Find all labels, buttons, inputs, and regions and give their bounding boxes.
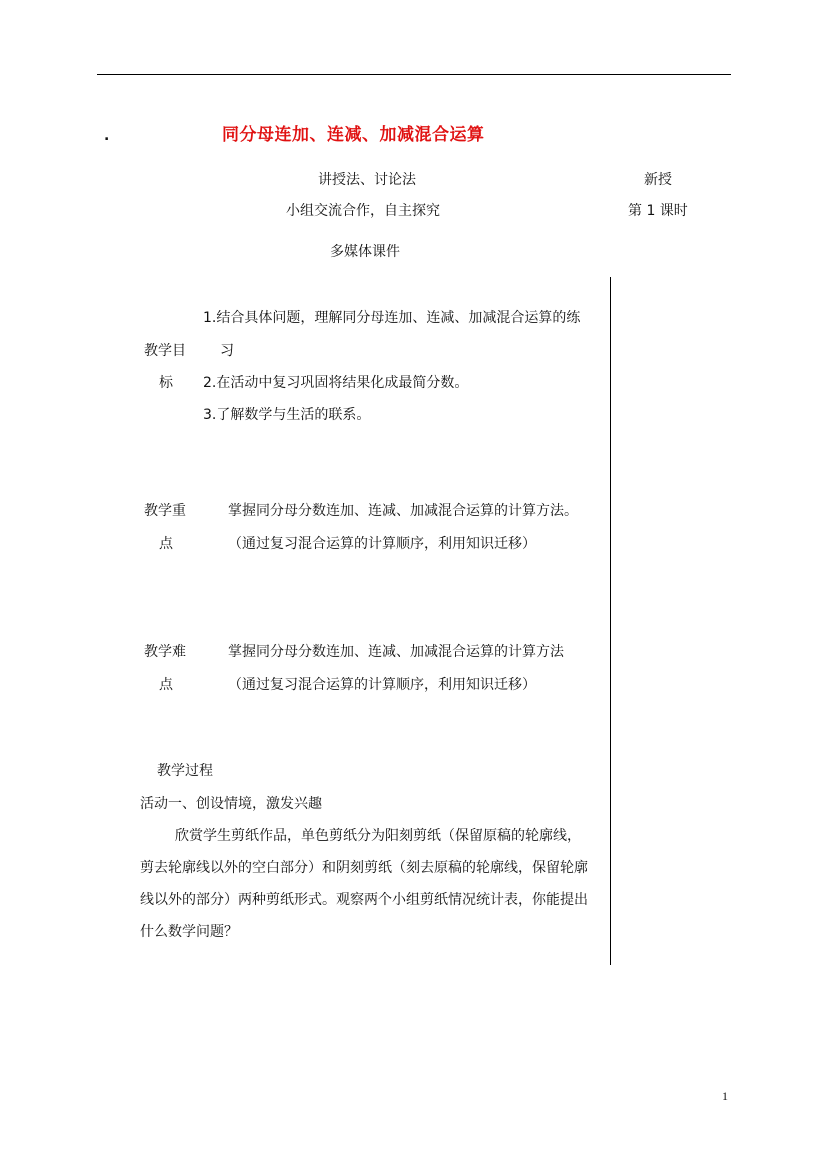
key-points-line-1: 掌握同分母分数连加、连减、加减混合运算的计算方法。 xyxy=(228,503,578,519)
difficulties-label-1: 教学难 xyxy=(144,644,186,660)
objective-1-line-1: 1.结合具体问题，理解同分母连加、连减、加减混合运算的练 xyxy=(203,310,581,326)
teaching-method: 讲授法、讨论法 xyxy=(318,172,416,188)
difficulties-line-2: （通过复习混合运算的计算顺序，利用知识迁移） xyxy=(228,677,536,693)
header-dot: . xyxy=(104,128,110,144)
activity-1-paragraph-line-3: 线以外的部分）两种剪纸形式。观察两个小组剪纸情况统计表，你能提出 xyxy=(140,892,588,908)
objectives-label-2: 标 xyxy=(159,375,173,391)
key-points-label-1: 教学重 xyxy=(144,503,186,519)
objectives-label-1: 教学目 xyxy=(144,343,186,359)
activity-1-paragraph-line-4: 什么数学问题？ xyxy=(140,924,238,940)
header-rule xyxy=(97,74,731,75)
key-points-label-2: 点 xyxy=(159,536,173,552)
page-number: 1 xyxy=(722,1089,728,1103)
difficulties-label-2: 点 xyxy=(159,677,173,693)
class-period: 第 1 课时 xyxy=(628,203,688,219)
teaching-media: 多媒体课件 xyxy=(330,244,400,260)
activity-1-heading: 活动一、创设情境，激发兴趣 xyxy=(140,796,322,812)
lesson-type: 新授 xyxy=(644,172,672,188)
activity-1-paragraph-line-2: 剪去轮廓线以外的空白部分）和阴刻剪纸（刻去原稿的轮廓线，保留轮廓 xyxy=(140,860,588,876)
learning-mode: 小组交流合作，自主探究 xyxy=(286,203,440,219)
key-points-line-2: （通过复习混合运算的计算顺序，利用知识迁移） xyxy=(228,536,536,552)
document-title: 同分母连加、连减、加减混合运算 xyxy=(222,125,485,145)
objective-1-line-2: 习 xyxy=(220,343,234,359)
objective-3: 3.了解数学与生活的联系。 xyxy=(203,407,371,423)
process-heading: 教学过程 xyxy=(157,763,213,779)
objective-2: 2.在活动中复习巩固将结果化成最简分数。 xyxy=(203,375,469,391)
activity-1-paragraph-line-1: 欣赏学生剪纸作品，单色剪纸分为阳刻剪纸（保留原稿的轮廓线， xyxy=(175,828,581,844)
difficulties-line-1: 掌握同分母分数连加、连减、加减混合运算的计算方法 xyxy=(228,644,564,660)
table-divider xyxy=(610,277,611,965)
